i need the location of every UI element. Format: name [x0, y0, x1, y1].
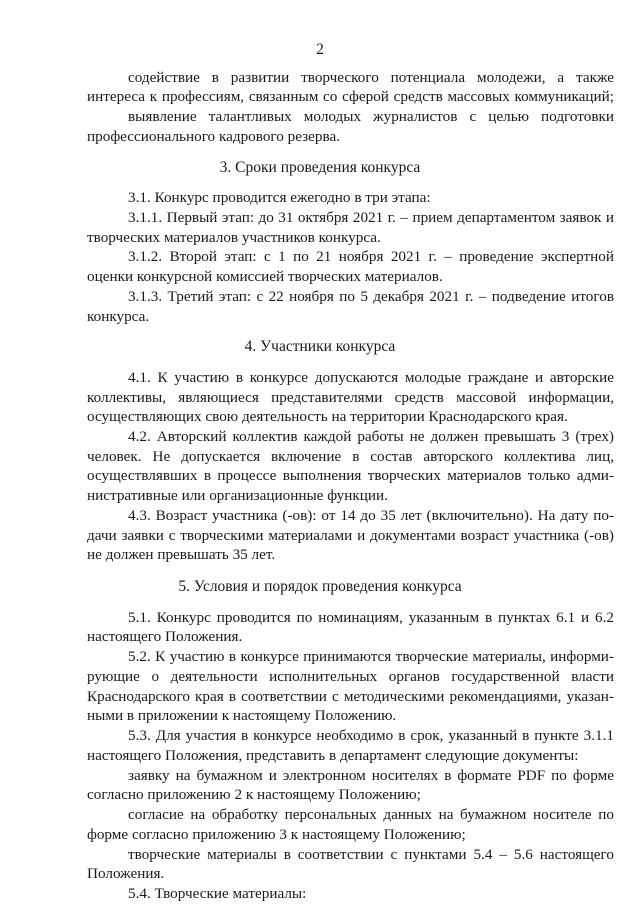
text-line: 3.1. Конкурс проводится ежегодно в три этапа:: [128, 189, 431, 207]
text-line: 5.3. Для участия в конкурсе необходимо в срок, указанный в пункте 3.1.1: [128, 727, 614, 745]
section-heading: 5. Условия и порядок проведения конкурса: [178, 578, 462, 595]
text-line: 3.1.2. Второй этап: с 1 по 21 ноября 2021 г. – проведение экспертной: [128, 248, 614, 266]
text-line: согласно приложению 2 к настоящему Положению;: [87, 786, 421, 804]
page-number: 2: [316, 41, 324, 58]
text-line: 3.1.3. Третий этап: с 22 ноября по 5 декабря 2021 г. – подведение итогов: [128, 287, 614, 305]
text-line: оценки конкурсной комиссией творческих материалов.: [87, 268, 443, 285]
text-line: настоящего Положения, представить в департамент следующие документы:: [87, 746, 579, 764]
text-line: коллективы, являющиеся представителями средств массовой информации,: [87, 388, 614, 406]
text-line: заявку на бумажном и электронном носителях в формате PDF по форме: [128, 766, 614, 784]
text-line: Краснодарского края в соответствии с методическими рекомендациями, указан-: [87, 687, 614, 705]
text-line: содействие в развитии творческого потенциала молодежи, а также: [128, 68, 614, 86]
text-line: интереса к профессиям, связанным со сферой средств массовых коммуникаций;: [87, 88, 614, 106]
text-line: творческих материалов участников конкурса.: [87, 228, 381, 246]
text-line: нистративные или организационные функции.: [87, 487, 388, 505]
text-line: рующие о деятельности исполнительных органов государственной власти: [87, 667, 614, 685]
text-line: ными в приложении к настоящему Положению.: [87, 707, 397, 725]
section-heading: 4. Участники конкурса: [244, 338, 396, 356]
text-line: 4.1. К участию в конкурсе допускаются молодые граждане и авторские: [128, 368, 614, 386]
text-line: 4.2. Авторский коллектив каждой работы не должен превышать 3 (трех): [128, 428, 614, 445]
text-line: осуществляющих свою деятельность на территории Краснодарского края.: [87, 408, 568, 426]
text-line: согласие на обработку персональных данных на бумажном носителе по: [128, 806, 614, 823]
text-line: осуществлявших в процессе выполнения творческих материалов только адми-: [87, 467, 614, 485]
text-line: выявление талантливых молодых журналистов с целью подготовки: [128, 108, 614, 126]
text-line: 3.1.1. Первый этап: до 31 октября 2021 г. – прием департаментом заявок и: [128, 208, 614, 226]
text-line: форме согласно приложению 3 к настоящему Положению;: [87, 825, 466, 843]
text-line: не должен превышать 35 лет.: [87, 546, 276, 564]
text-line: профессионального кадрового резерва.: [87, 127, 341, 145]
text-line: 5.4. Творческие материалы:: [128, 885, 307, 902]
text-line: человек. Не допускается включение в состав авторского коллектива лиц,: [87, 447, 614, 465]
text-line: конкурса.: [87, 307, 150, 325]
text-line: дачи заявки с творческими материалами и документами возраст участника (-ов): [87, 526, 614, 544]
text-line: творческие материалы в соответствии с пунктами 5.4 – 5.6 настоящего: [128, 845, 614, 863]
section-heading: 3. Сроки проведения конкурса: [219, 158, 421, 176]
text-line: 5.1. Конкурс проводится по номинациям, указанным в пунктах 6.1 и 6.2: [128, 608, 614, 626]
text-line: настоящего Положения.: [87, 628, 243, 646]
text-line: 4.3. Возраст участника (-ов): от 14 до 35 лет (включительно). На дату по-: [128, 506, 614, 524]
text-line: 5.2. К участию в конкурсе принимаются творческие материалы, информи-: [128, 648, 614, 666]
text-line: Положения.: [87, 865, 165, 883]
